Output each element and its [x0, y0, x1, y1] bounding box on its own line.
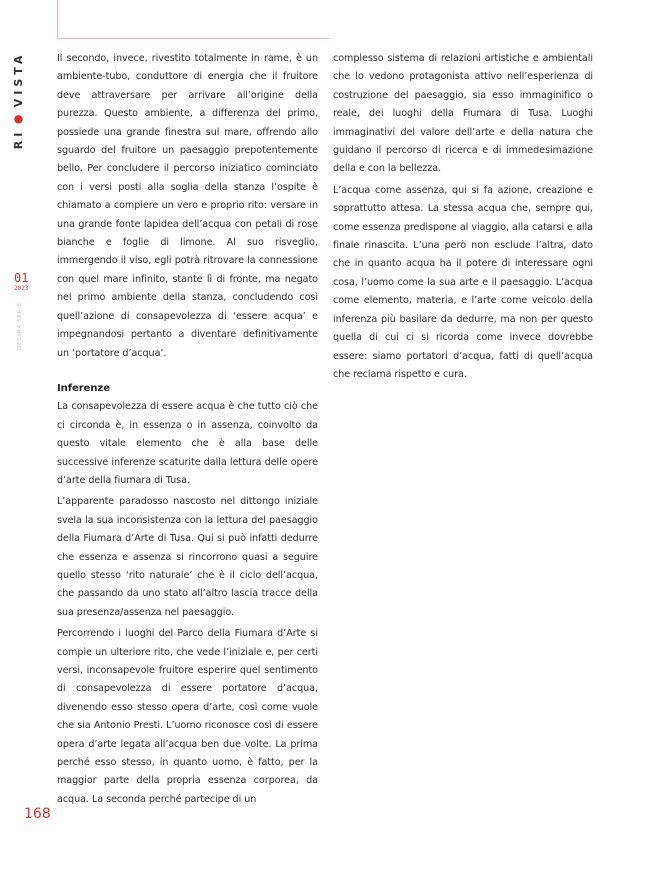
paragraph: L’acqua come assenza, qui si fa azione, creazione e soprattutto attesa. La stessa acqua che, sempre qui, come essenza predispone al viaggio, alla catarsi e alla finale rinascita. L’una però non esclude l’altra, dato che in quanto acqua ha il potere di interessare ogni cosa, l’uomo come la sua arte e il paesaggio. L’acqua come elemento, materia, e l’arte come veicolo della inferenza più basilare da dedurre, ma non per questo quella di cui ci si ricorda come invece dovrebbe essere: siamo portatori d’acqua, fatti di quell’acqua che reclama rispetto e cura. — [333, 184, 593, 380]
brand-text-vista: VISTA — [12, 52, 25, 108]
issue-info — [14, 272, 44, 293]
magazine-brand — [12, 52, 25, 149]
section-heading: Inferenze — [57, 382, 110, 394]
left-column — [57, 50, 318, 812]
issue-year: 2023 — [14, 285, 29, 292]
brand-dot-icon: ● — [12, 109, 25, 127]
paragraph: Percorrendo i luoghi del Parco della Fiumara d’Arte si compie un ulteriore rito, che vede l’iniziale e, per certi versi, inconsapevole fruitore esperire quel sentimento di consapevolezza di essere portatore d’acqua, divenendo esso stesso opera d’arte, così come vuole che sia Antonio Presti. L’uomo riconosce così di essere opera d’arte legata all’acqua ben due volte. La prima perché esso stesso, in quanto uomo, è fatto, per la maggior parte della propria essenza corporea, da acqua. La seconda perché partecipe di un — [57, 628, 318, 805]
issue-number: 01 — [14, 271, 29, 285]
paragraph: Il secondo, invece, rivestito totalmente in rame, è un ambiente-tubo, conduttore di energia che il fruitore deve attraversare per arrivare all’origine della purezza. Questo ambiente, a differenza del primo, possiede una grande finestra sul mare, offrendo allo sguardo del fruitore un paesaggio prepotentemente bello. Per concludere il percorso iniziatico cominciato con i versi posti alla soglia della stanza l’ospite è chiamato a compiere un vero e proprio rito: versare in una grande fonte lapidea dell’acqua con petali di rose bianche e foglie di limone. Al suo risveglio, immergendo il viso, egli potrà ritrovare la connessione con quel mare infinito, stante lì di fronte, ma negato nel primo ambiente della stanza, concludendo così quell’azione di consapevolezza di ‘essere acqua’ e impegnandosi pertanto a diventare definitivamente un ‘portatore d’acqua’. — [57, 53, 318, 359]
section-spacer — [57, 366, 318, 380]
series-label: DECIMA SERIE — [17, 302, 23, 350]
page-number: 168 — [24, 806, 51, 822]
brand-text-ri: RI — [12, 128, 25, 150]
paragraph: complesso sistema di relazioni artistiche e ambientali che lo vedono protagonista attivo nell’esperienza di costruzione del paesaggio, sia esso immaginifico o reale, dei luoghi della Fiumara di Tusa. Luoghi immaginativi del valore dell’arte e della natura che guidano il percorso di ricerca e di immedesimazione della e con la bellezza. — [333, 53, 593, 175]
right-column — [333, 50, 593, 387]
header-rule — [57, 0, 330, 39]
paragraph: La consapevolezza di essere acqua è che tutto ciò che ci circonda è, in essenza o in assenza, coinvolto da questo vitale elemento che è alla base delle successive inferenze scaturite dalla lettura delle opere d’arte della fiumara di Tusa. — [57, 401, 318, 486]
paragraph: L’apparente paradosso nascosto nel dittongo iniziale svela la sua inconsistenza con la lettura del paesaggio della Fiumara d’Arte di Tusa. Qui si può infatti dedurre che essenza e assenza si rincorrono quasi a seguire quello stesso ‘rito naturale’ che è il ciclo dell’acqua, che passando da uno stato all’altro lascia tracce della sua presenza/assenza nel paesaggio. — [57, 496, 318, 618]
